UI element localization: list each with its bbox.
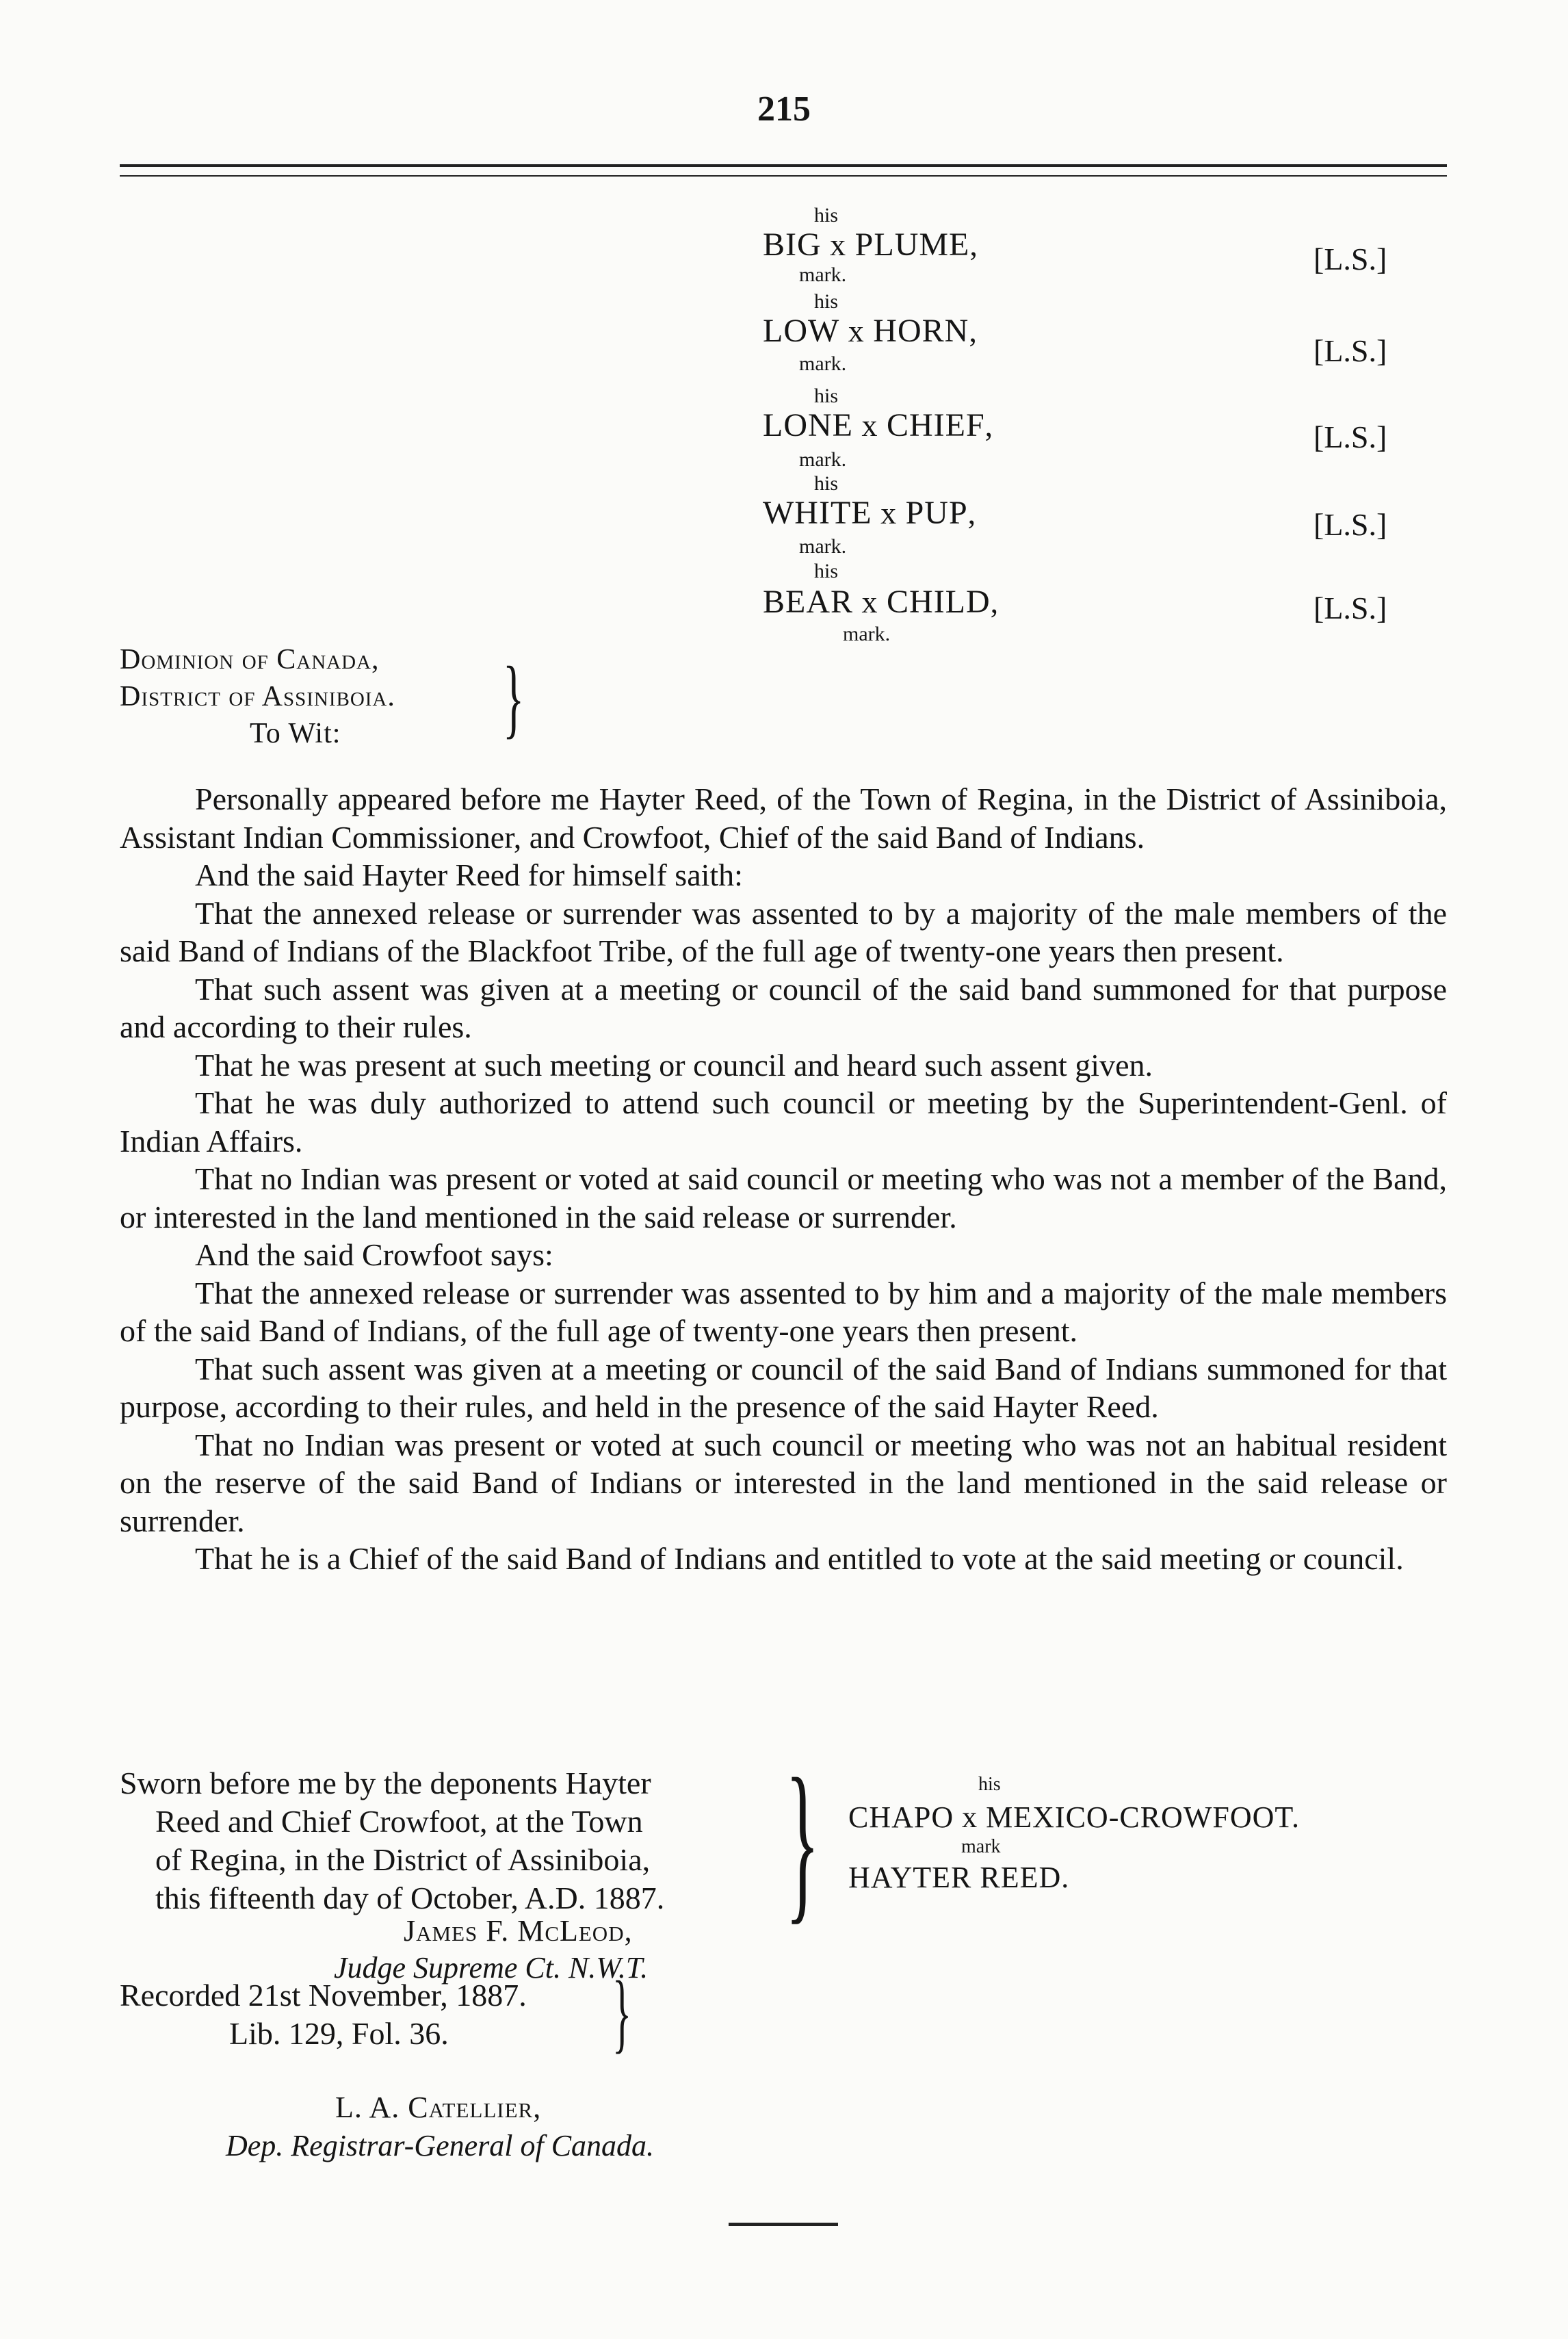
paragraph: That the annexed release or surrender was assented to by him and a majority of the male members of the said Band of Indians, of the full age of twenty-one years then present. <box>120 1275 1447 1348</box>
end-rule <box>729 2223 838 2226</box>
seal-label: [L.S.] <box>1314 419 1387 454</box>
sworn-block <box>120 1764 804 1917</box>
recorded-date: Recorded 21st November, 1887. <box>120 1978 527 2013</box>
signatory-name: BEAR x CHILD, <box>763 584 999 620</box>
sworn-brace: } <box>785 1742 820 1939</box>
venue-dominion: Dominion of Canada, <box>120 644 380 675</box>
crowfoot-signature: CHAPO x MEXICO-CROWFOOT. <box>848 1800 1300 1834</box>
judge-title: Judge Supreme Ct. N.W.T. <box>334 1951 649 1985</box>
sworn-line: Reed and Chief Crowfoot, at the Town <box>155 1804 643 1839</box>
paragraph: Personally appeared before me Hayter Reed, of the Town of Regina, in the District of Assiniboia, Assistant Indian Commissioner, and Crowfoot, Chief of the said Band of Indians. <box>120 781 1447 855</box>
sworn-line: Sworn before me by the deponents Hayter <box>120 1766 651 1800</box>
signatory-mark-label: mark. <box>799 448 847 471</box>
sworn-line: of Regina, in the District of Assiniboia, <box>155 1842 651 1877</box>
paragraph: That the annexed release or surrender was assented to by a majority of the male members of the said Band of Indians of the Blackfoot Tribe, of the full age of twenty-one years then present. <box>120 895 1447 968</box>
affidavit-body <box>120 780 1447 1578</box>
seal-label: [L.S.] <box>1314 591 1387 625</box>
crowfoot-mark-label: mark <box>961 1836 1001 1857</box>
signatory-name: WHITE x PUP, <box>763 495 977 531</box>
signatory-his-label: his <box>814 204 839 227</box>
paragraph: That no Indian was present or voted at such council or meeting who was not an habitual resident on the reserve of the said Band of Indians or interested in the land mentioned in the said release or surrender. <box>120 1427 1447 1538</box>
crowfoot-his-label: his <box>978 1774 1001 1795</box>
paragraph: That he was duly authorized to attend such council or meeting by the Superintendent-Genl. of Indian Affairs. <box>120 1085 1447 1159</box>
header-rule-top <box>120 164 1447 167</box>
seal-label: [L.S.] <box>1314 333 1387 368</box>
venue-to-wit: To Wit: <box>250 718 341 749</box>
paragraph: That such assent was given at a meeting or council of the said band summoned for that purpose and according to their rules. <box>120 971 1447 1044</box>
signatory-his-label: his <box>814 472 839 495</box>
registrar-name: L. A. Catellier, <box>335 2091 542 2124</box>
paragraph: That such assent was given at a meeting or council of the said Band of Indians summoned for that purpose, according to their rules, and held in the presence of the said Hayter Reed. <box>120 1351 1447 1424</box>
recorded-block <box>120 1976 527 2053</box>
paragraph: And the said Hayter Reed for himself saith: <box>195 857 743 892</box>
signatory-his-label: his <box>814 560 839 582</box>
paragraph: That no Indian was present or voted at said council or meeting who was not a member of the Band, or interested in the land mentioned in the said release or surrender. <box>120 1161 1447 1235</box>
venue-brace: } <box>503 649 525 747</box>
signatory-mark-label: mark. <box>799 352 847 375</box>
signatory-name: BIG x PLUME, <box>763 227 978 263</box>
seal-label: [L.S.] <box>1314 242 1387 276</box>
signatory-his-label: his <box>814 385 839 407</box>
recorded-lib: Lib. 129, Fol. 36. <box>229 2016 449 2051</box>
signatory-mark-label: mark. <box>799 263 847 286</box>
recorded-brace: } <box>612 1963 632 2062</box>
signatory-mark-label: mark. <box>799 535 847 558</box>
signatory-name: LONE x CHIEF, <box>763 407 994 443</box>
paragraph: That he was present at such meeting or council and heard such assent given. <box>195 1047 1153 1083</box>
judge-name: James F. McLeod, <box>404 1914 633 1948</box>
signatory-name: LOW x HORN, <box>763 313 978 349</box>
seal-label: [L.S.] <box>1314 507 1387 542</box>
signatory-his-label: his <box>814 290 839 313</box>
paragraph: And the said Crowfoot says: <box>195 1237 553 1272</box>
page-number: 215 <box>757 90 811 129</box>
paragraph: That he is a Chief of the said Band of Indians and entitled to vote at the said meeting or council. <box>195 1541 1404 1576</box>
registrar-title: Dep. Registrar-General of Canada. <box>226 2129 655 2162</box>
reed-signature: HAYTER REED. <box>848 1861 1070 1894</box>
header-rule-bottom <box>120 175 1447 177</box>
signatory-mark-label: mark. <box>843 623 891 645</box>
sworn-line: this fifteenth day of October, A.D. 1887. <box>155 1881 665 1915</box>
venue-district: District of Assiniboia. <box>120 681 395 712</box>
